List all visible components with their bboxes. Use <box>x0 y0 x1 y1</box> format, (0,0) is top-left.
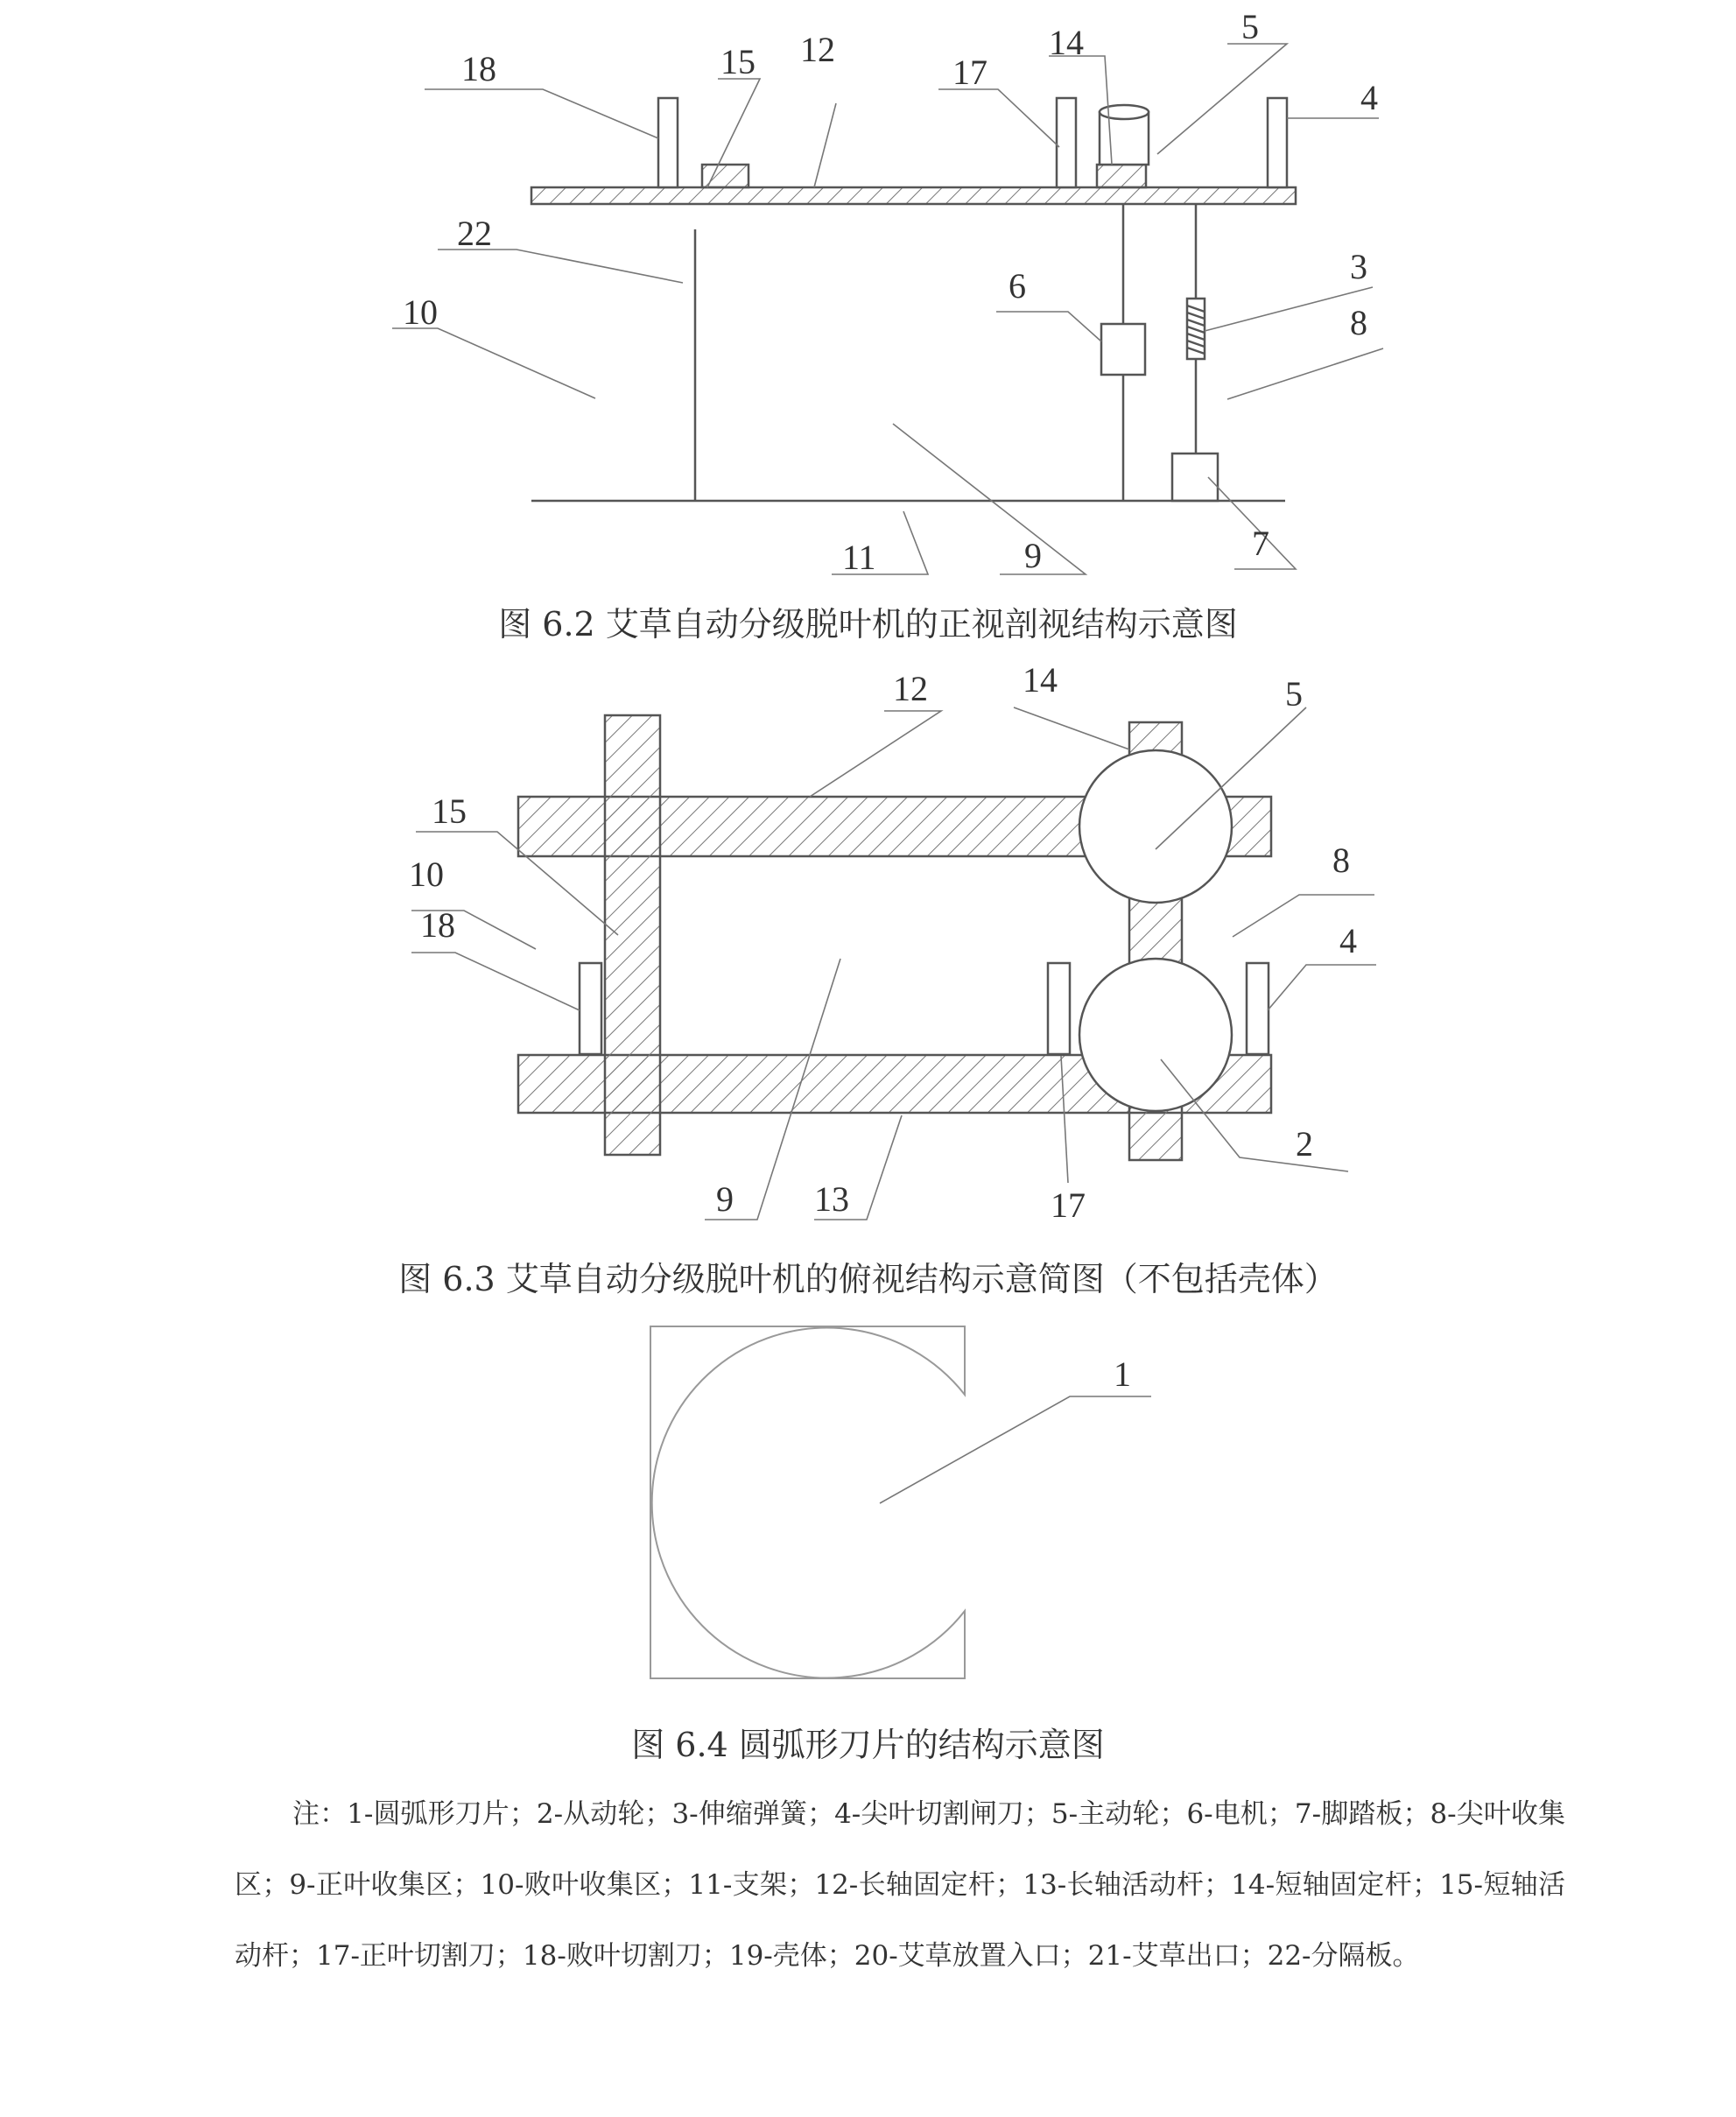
fig62-label-14: 14 <box>1049 23 1084 62</box>
fig62-label-12: 12 <box>800 30 835 69</box>
fig63-label-17: 17 <box>1051 1185 1086 1225</box>
caption-fig-6-3: 图 6.3 艾草自动分级脱叶机的俯视结构示意简图（不包括壳体） <box>398 1260 1338 1298</box>
fig62-label-8: 8 <box>1350 303 1367 342</box>
fig63-label-4: 4 <box>1339 921 1357 960</box>
fig62-label-15: 15 <box>720 42 756 81</box>
driving-wheel-5-top <box>1100 105 1149 119</box>
driven-wheel-2 <box>1079 959 1232 1111</box>
fig63-label-14: 14 <box>1023 660 1058 700</box>
short-axis-movable-rod-15 <box>605 715 660 1155</box>
fig63-label-9: 9 <box>716 1179 734 1219</box>
fig63-label-10: 10 <box>409 855 444 894</box>
fig62-label-18: 18 <box>461 49 496 88</box>
caption-fig-6-2: 图 6.2 艾草自动分级脱叶机的正视剖视结构示意图 <box>498 605 1238 644</box>
short-axis-fixed-rod-14 <box>1097 165 1146 187</box>
fig64-leaders <box>880 1396 1151 1503</box>
figure-6-3 <box>518 715 1271 1160</box>
fig63-label-2: 2 <box>1296 1124 1313 1164</box>
fig63-label-15: 15 <box>432 791 467 831</box>
normal-leaf-cutter-17 <box>1048 963 1070 1054</box>
sharp-leaf-cutter-4 <box>1247 963 1269 1054</box>
fig62-label-6: 6 <box>1009 266 1026 306</box>
fig62-label-9: 9 <box>1024 536 1042 575</box>
motor-6 <box>1101 324 1145 375</box>
caption-fig-6-4: 图 6.4 圆弧形刀片的结构示意图 <box>631 1726 1105 1764</box>
fig63-label-12: 12 <box>893 669 928 708</box>
legend-note: 注：1-圆弧形刀片；2-从动轮；3-伸缩弹簧；4-尖叶切割闸刀；5-主动轮；6-电机；7-脚踏板；8-尖叶收集区；9-正叶收集区；10-败叶收集区；11-支架；12-长轴固定杆；13-长轴活动杆；14-短轴固定杆；15-短轴活动杆；17-正叶切割刀；18-败叶切割刀；19-壳体；20-艾草放置入口；21-艾草出口；22-分隔板。 <box>235 1798 1565 1972</box>
fig62-label-17: 17 <box>952 53 987 92</box>
fig63-leaders <box>411 707 1376 1220</box>
fig63-label-8: 8 <box>1332 840 1350 880</box>
normal-leaf-cutter-17 <box>1057 98 1076 187</box>
figure-6-4 <box>650 1326 965 1678</box>
spring-3 <box>1187 299 1205 359</box>
fig62-label-4: 4 <box>1360 78 1378 117</box>
fig63-label-13: 13 <box>814 1179 849 1219</box>
fig62-label-5: 5 <box>1241 7 1259 46</box>
long-axis-fixed-rod-plate <box>531 187 1296 204</box>
driving-wheel-5 <box>1079 750 1232 903</box>
fig62-label-10: 10 <box>403 292 438 332</box>
fig62-label-7: 7 <box>1252 524 1269 563</box>
fig62-leaders <box>392 44 1383 574</box>
fig62-label-3: 3 <box>1350 247 1367 286</box>
sharp-leaf-cutter-4 <box>1268 98 1287 187</box>
fig63-labels <box>409 660 1357 1225</box>
fig63-label-5: 5 <box>1285 674 1303 714</box>
fig62-label-11: 11 <box>842 538 876 577</box>
fig64-label-1: 1 <box>1114 1354 1131 1394</box>
fig63-label-18: 18 <box>420 905 455 945</box>
pedal-7 <box>1172 454 1218 501</box>
defective-leaf-cutter-18 <box>580 963 601 1054</box>
arc-blade-1 <box>650 1326 965 1678</box>
fig62-label-22: 22 <box>457 214 492 253</box>
defective-leaf-cutter-18 <box>658 98 678 187</box>
